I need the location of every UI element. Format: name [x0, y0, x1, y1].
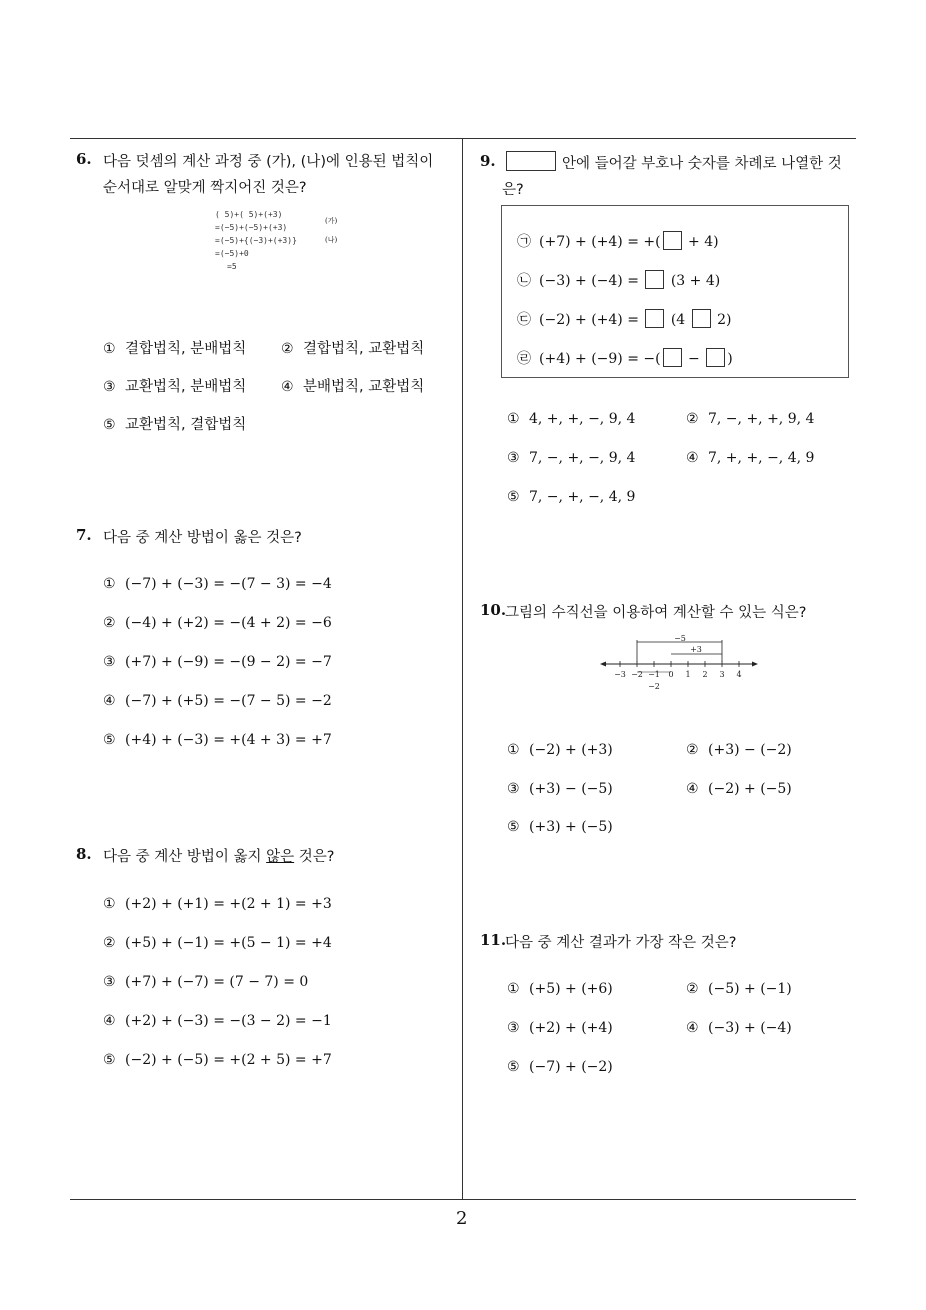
question-number: 9. — [480, 152, 496, 170]
option-number: ⑤ — [103, 732, 116, 748]
statement-b — [517, 270, 720, 290]
arrow-right-icon — [752, 662, 758, 667]
statement-d — [517, 348, 733, 368]
option-4[interactable] — [281, 375, 424, 396]
option-5[interactable] — [103, 1052, 332, 1068]
bottom-rule — [70, 1199, 856, 1200]
option-text: 결합법칙, 교환법칙 — [303, 341, 425, 357]
number-line-label: −2 — [648, 682, 660, 691]
option-number: ① — [103, 896, 116, 912]
tick-label: −2 — [631, 670, 643, 679]
option-text: (+3) − (−5) — [529, 781, 613, 797]
question-number: 8. — [76, 845, 92, 863]
option-number: ② — [103, 615, 116, 631]
tick-label: 4 — [736, 670, 742, 679]
option-number: ② — [686, 742, 699, 758]
option-text: (+3) + (−5) — [529, 819, 613, 835]
option-4[interactable] — [686, 1020, 792, 1036]
question-text-line2: 순서대로 알맞게 짝지어진 것은? — [103, 180, 307, 196]
option-number: ③ — [103, 654, 116, 670]
blank-box[interactable] — [692, 309, 711, 328]
derivation-step: =(−5)+0 — [215, 249, 249, 258]
option-number: ② — [686, 411, 699, 427]
derivation-steps — [215, 208, 297, 273]
blank-box[interactable] — [706, 348, 725, 367]
option-number: ④ — [686, 781, 699, 797]
statement-right: ) — [727, 351, 733, 367]
option-number: ⑤ — [103, 417, 116, 433]
question-text-end: 것은? — [294, 849, 335, 865]
option-1[interactable] — [103, 337, 246, 358]
option-2[interactable] — [103, 615, 332, 631]
question-number: 11. — [480, 931, 507, 949]
statement-left: (−2) + (+4) = — [539, 312, 644, 328]
option-number: ④ — [103, 1013, 116, 1029]
statement-right: 2) — [712, 312, 732, 328]
tick-label: −1 — [648, 670, 660, 679]
option-3[interactable] — [507, 1020, 613, 1036]
option-4[interactable] — [686, 781, 792, 797]
statement-middle: (4 — [666, 312, 690, 328]
option-text: 7, +, +, −, 4, 9 — [708, 450, 815, 466]
option-number: ③ — [507, 450, 520, 466]
option-number: ② — [686, 981, 699, 997]
option-number: ④ — [686, 1020, 699, 1036]
option-text: (+2) + (+1) = +(2 + 1) = +3 — [125, 896, 332, 912]
derivation-step: =5 — [227, 262, 237, 271]
option-2[interactable] — [103, 935, 332, 951]
blank-box[interactable] — [663, 231, 682, 250]
option-3[interactable] — [103, 654, 332, 670]
statement-left: (+7) + (+4) = +( — [539, 234, 661, 250]
statement-left: (−3) + (−4) = — [539, 273, 644, 289]
option-4[interactable] — [686, 450, 814, 466]
derivation-step: ( 5)+( 5)+(+3) — [215, 210, 283, 219]
option-text: 교환법칙, 결합법칙 — [125, 417, 247, 433]
option-number: ③ — [507, 1020, 520, 1036]
option-number: ② — [103, 935, 116, 951]
statement-marker: ㉠ — [517, 234, 531, 250]
question-text-start: 다음 중 계산 방법이 옳지 — [103, 849, 267, 865]
option-1[interactable] — [103, 896, 332, 912]
option-1[interactable] — [507, 411, 635, 427]
statement-c — [517, 309, 732, 329]
tick-label: 2 — [702, 670, 708, 679]
derivation-label-na: (나) — [325, 236, 338, 244]
option-number: ① — [507, 981, 520, 997]
question-text-line2: 은? — [502, 182, 524, 198]
question-text — [103, 845, 334, 866]
question-text: 다음 중 계산 결과가 가장 작은 것은? — [505, 935, 737, 951]
option-text: (+4) + (−3) = +(4 + 3) = +7 — [125, 732, 332, 748]
option-1[interactable] — [103, 576, 332, 592]
question-number: 6. — [76, 150, 92, 168]
option-text: (−5) + (−1) — [708, 981, 792, 997]
option-number: ⑤ — [103, 1052, 116, 1068]
statement-middle: − — [683, 351, 705, 367]
option-number: ⑤ — [507, 489, 520, 505]
option-2[interactable] — [686, 981, 792, 997]
statement-left: (+4) + (−9) = −( — [539, 351, 661, 367]
option-text: 결합법칙, 분배법칙 — [125, 341, 247, 357]
option-text: (+2) + (+4) — [529, 1020, 613, 1036]
option-number: ③ — [103, 379, 116, 395]
option-3[interactable] — [507, 781, 613, 797]
option-number: ② — [281, 341, 294, 357]
option-2[interactable] — [281, 337, 424, 358]
blank-box[interactable] — [645, 270, 664, 289]
question-number: 7. — [76, 526, 92, 544]
option-number: ① — [507, 742, 520, 758]
tick-label: 3 — [719, 670, 725, 679]
option-text: (−2) + (−5) — [708, 781, 792, 797]
option-5[interactable] — [103, 413, 246, 434]
blank-box[interactable] — [663, 348, 682, 367]
number-line-label: −5 — [674, 634, 686, 643]
option-text: (−3) + (−4) — [708, 1020, 792, 1036]
option-5[interactable] — [507, 489, 635, 505]
option-text: (+2) + (−3) = −(3 − 2) = −1 — [125, 1013, 332, 1029]
option-text: (+7) + (−9) = −(9 − 2) = −7 — [125, 654, 332, 670]
option-1[interactable] — [507, 981, 613, 997]
top-rule — [70, 138, 856, 139]
option-text: 분배법칙, 교환법칙 — [303, 379, 425, 395]
option-5[interactable] — [103, 732, 332, 748]
question-text: 그림의 수직선을 이용하여 계산할 수 있는 식은? — [505, 605, 807, 621]
option-3[interactable] — [103, 375, 246, 396]
option-3[interactable] — [103, 974, 308, 990]
option-3[interactable] — [507, 450, 635, 466]
option-text: (−7) + (−2) — [529, 1059, 613, 1075]
statement-right: (3 + 4) — [666, 273, 721, 289]
option-2[interactable] — [686, 742, 792, 758]
option-number: ⑤ — [507, 1059, 520, 1075]
tick-label: 1 — [685, 670, 691, 679]
page-number: 2 — [456, 1208, 468, 1229]
number-line-figure — [598, 632, 762, 694]
option-number: ① — [507, 411, 520, 427]
option-text: (−4) + (+2) = −(4 + 2) = −6 — [125, 615, 332, 631]
option-text: 4, +, +, −, 9, 4 — [529, 411, 636, 427]
tick-label: −3 — [614, 670, 626, 679]
option-text: (−7) + (+5) = −(7 − 5) = −2 — [125, 693, 332, 709]
option-text: 7, −, +, −, 9, 4 — [529, 450, 636, 466]
option-5[interactable] — [507, 1059, 613, 1075]
question-text-line1: 다음 덧셈의 계산 과정 중 (가), (나)에 인용된 법칙이 — [103, 154, 434, 170]
blank-box[interactable] — [645, 309, 664, 328]
option-text: (+7) + (−7) = (7 − 7) = 0 — [125, 974, 309, 990]
option-number: ④ — [103, 693, 116, 709]
statement-right: + 4) — [683, 234, 719, 250]
derivation-step: =(−5)+(−5)+(+3) — [215, 223, 288, 232]
tick-labels — [614, 670, 741, 679]
statement-marker: ㉡ — [517, 273, 531, 289]
option-text: (+5) + (+6) — [529, 981, 613, 997]
emphasis-not: 않은 — [266, 849, 295, 865]
statement-marker: ㉣ — [517, 351, 531, 367]
option-number: ⑤ — [507, 819, 520, 835]
blank-box-icon — [506, 151, 556, 171]
statement-marker: ㉢ — [517, 312, 531, 328]
option-text: (−2) + (+3) — [529, 742, 613, 758]
option-number: ③ — [507, 781, 520, 797]
option-5[interactable] — [507, 819, 613, 835]
question-text-line1: 안에 들어갈 부호나 숫자를 차례로 나열한 것 — [562, 156, 842, 172]
derivation-step: =(−5)+{(−3)+(+3)} — [215, 236, 297, 245]
option-1[interactable] — [507, 742, 613, 758]
option-text: 7, −, +, −, 4, 9 — [529, 489, 636, 505]
tick-label: 0 — [668, 670, 674, 679]
question-text: 다음 중 계산 방법이 옳은 것은? — [103, 530, 302, 546]
statement-a — [517, 231, 719, 251]
option-4[interactable] — [103, 1013, 332, 1029]
option-2[interactable] — [686, 411, 814, 427]
option-number: ③ — [103, 974, 116, 990]
number-line-label: +3 — [690, 645, 702, 654]
derivation-label-ga: (가) — [325, 217, 338, 225]
option-text: (+5) + (−1) = +(5 − 1) = +4 — [125, 935, 332, 951]
option-number: ④ — [686, 450, 699, 466]
option-number: ④ — [281, 379, 294, 395]
option-4[interactable] — [103, 693, 332, 709]
arrow-left-icon — [600, 662, 606, 667]
option-text: 7, −, +, +, 9, 4 — [708, 411, 815, 427]
option-number: ① — [103, 576, 116, 592]
option-text: (+3) − (−2) — [708, 742, 792, 758]
column-divider — [462, 138, 463, 1200]
option-text: (−7) + (−3) = −(7 − 3) = −4 — [125, 576, 332, 592]
option-text: (−2) + (−5) = +(2 + 5) = +7 — [125, 1052, 332, 1068]
option-number: ① — [103, 341, 116, 357]
question-number: 10. — [480, 601, 507, 619]
option-text: 교환법칙, 분배법칙 — [125, 379, 247, 395]
